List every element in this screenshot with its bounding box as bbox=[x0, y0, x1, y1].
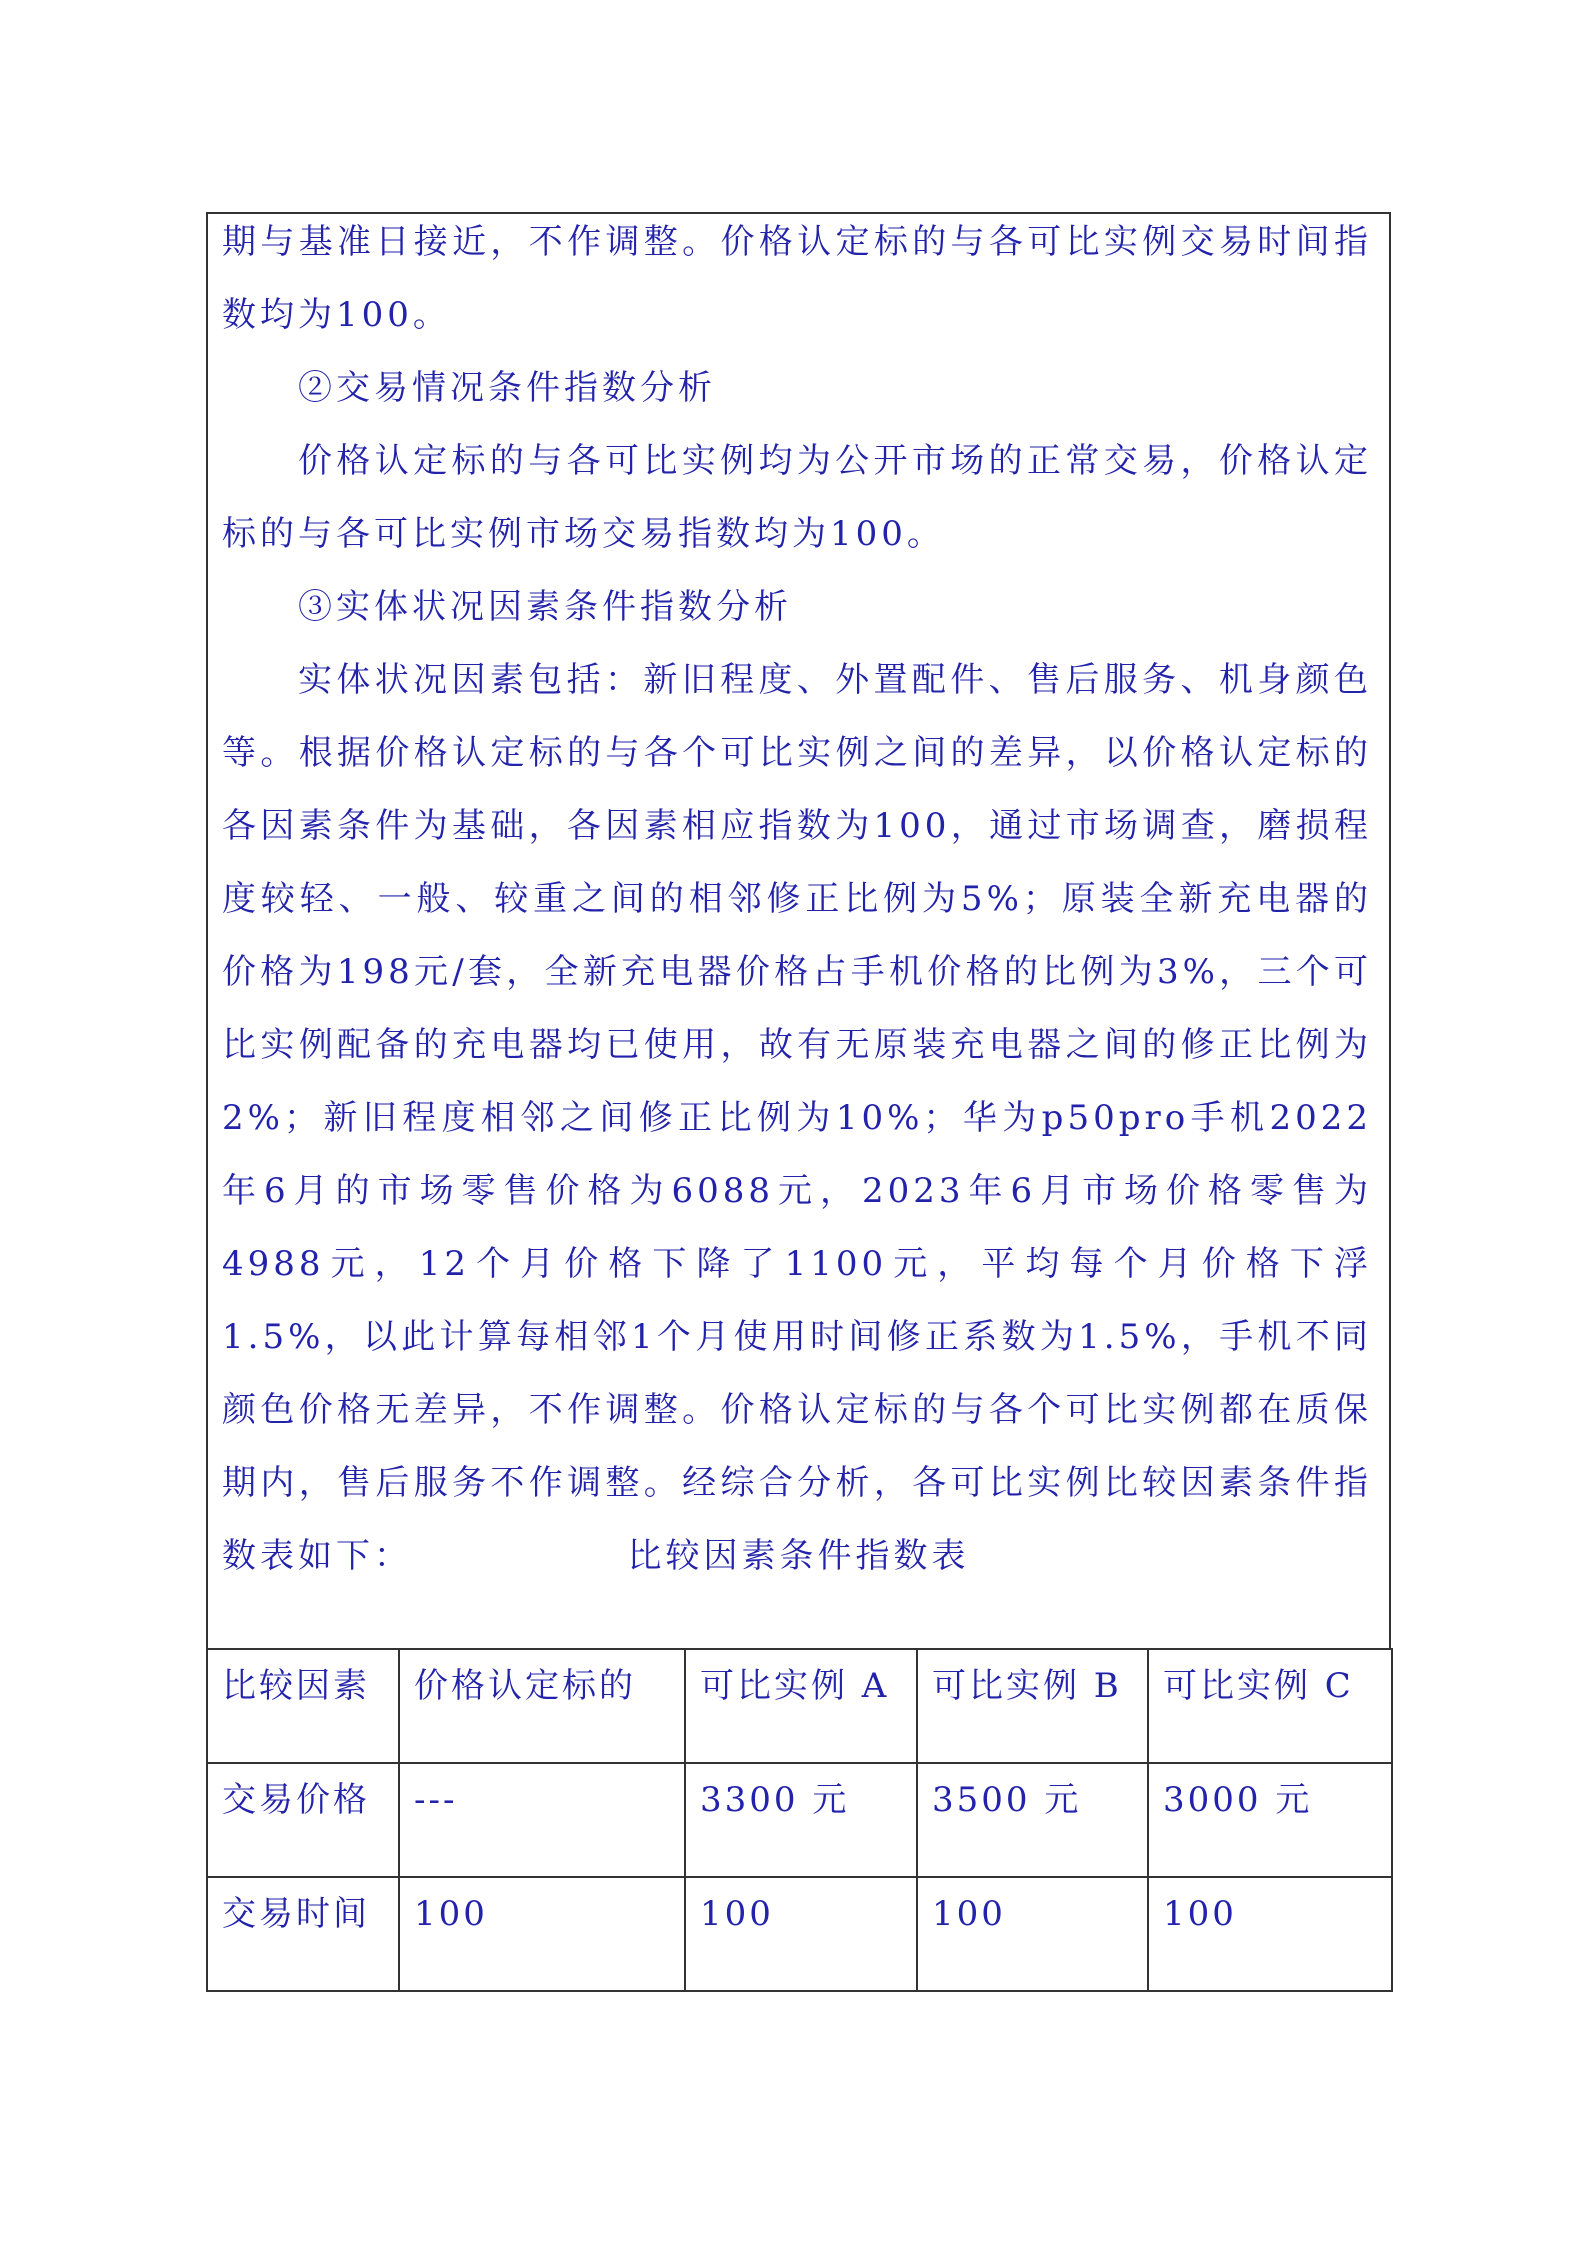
heading-physical-condition-index: ③实体状况因素条件指数分析 bbox=[298, 587, 792, 627]
table-caption: 比较因素条件指数表 bbox=[627, 1536, 970, 1576]
heading-transaction-index: ②交易情况条件指数分析 bbox=[298, 368, 716, 408]
header-cell: 价格认定标的 bbox=[399, 1649, 685, 1763]
table-cell: 交易价格 bbox=[207, 1763, 399, 1877]
paragraph-time-index: 期与基准日接近，不作调整。价格认定标的与各可比实例交易时间指数均为100。 bbox=[222, 222, 1372, 335]
header-cell: 可比实例 C bbox=[1148, 1649, 1392, 1763]
table-cell: 3300 元 bbox=[685, 1763, 917, 1877]
header-cell: 可比实例 B bbox=[917, 1649, 1148, 1763]
table-header-row bbox=[207, 1649, 1392, 1763]
table-cell: 交易时间 bbox=[207, 1877, 399, 1991]
table-cell: 100 bbox=[399, 1877, 685, 1991]
paragraph-transaction-index: 价格认定标的与各可比实例均为公开市场的正常交易，价格认定标的与各可比实例市场交易指数均为100。 bbox=[222, 441, 1372, 554]
paragraph-physical-condition-index: 实体状况因素包括：新旧程度、外置配件、售后服务、机身颜色等。根据价格认定标的与各个可比实例之间的差异，以价格认定标的各因素条件为基础，各因素相应指数为100，通过市场调查，磨损程度较轻、一般、较重之间的相邻修正比例为5%；原装全新充电器的价格为198元/套，全新充电器价格占手机价格的比例为3%，三个可比实例配备的充电器均已使用，故有无原装充电器之间的修正比例为2%；新旧程度相邻之间修正比例为10%；华为p50pro手机2022年6月的市场零售价格为6088元，2023年6月市场价格零售为4988元，12个月价格下降了1100元，平均每个月价格下浮1.5%，以此计算每相邻1个月使用时间修正系数为1.5%，手机不同颜色价格无差异，不作调整。价格认定标的与各个可比实例都在质保期内，售后服务不作调整。经综合分析，各可比实例比较因素条件指数表如下： bbox=[222, 660, 1372, 1576]
header-cell: 比较因素 bbox=[207, 1649, 399, 1763]
table-cell: 100 bbox=[917, 1877, 1148, 1991]
table-cell: 3500 元 bbox=[917, 1763, 1148, 1877]
header-cell: 可比实例 A bbox=[685, 1649, 917, 1763]
table-row bbox=[207, 1877, 1392, 1991]
table-cell: 3000 元 bbox=[1148, 1763, 1392, 1877]
table-cell: 100 bbox=[685, 1877, 917, 1991]
table-row bbox=[207, 1763, 1392, 1877]
table-cell: --- bbox=[399, 1763, 685, 1877]
table-cell: 100 bbox=[1148, 1877, 1392, 1991]
comparison-factor-table bbox=[206, 1648, 1393, 1992]
